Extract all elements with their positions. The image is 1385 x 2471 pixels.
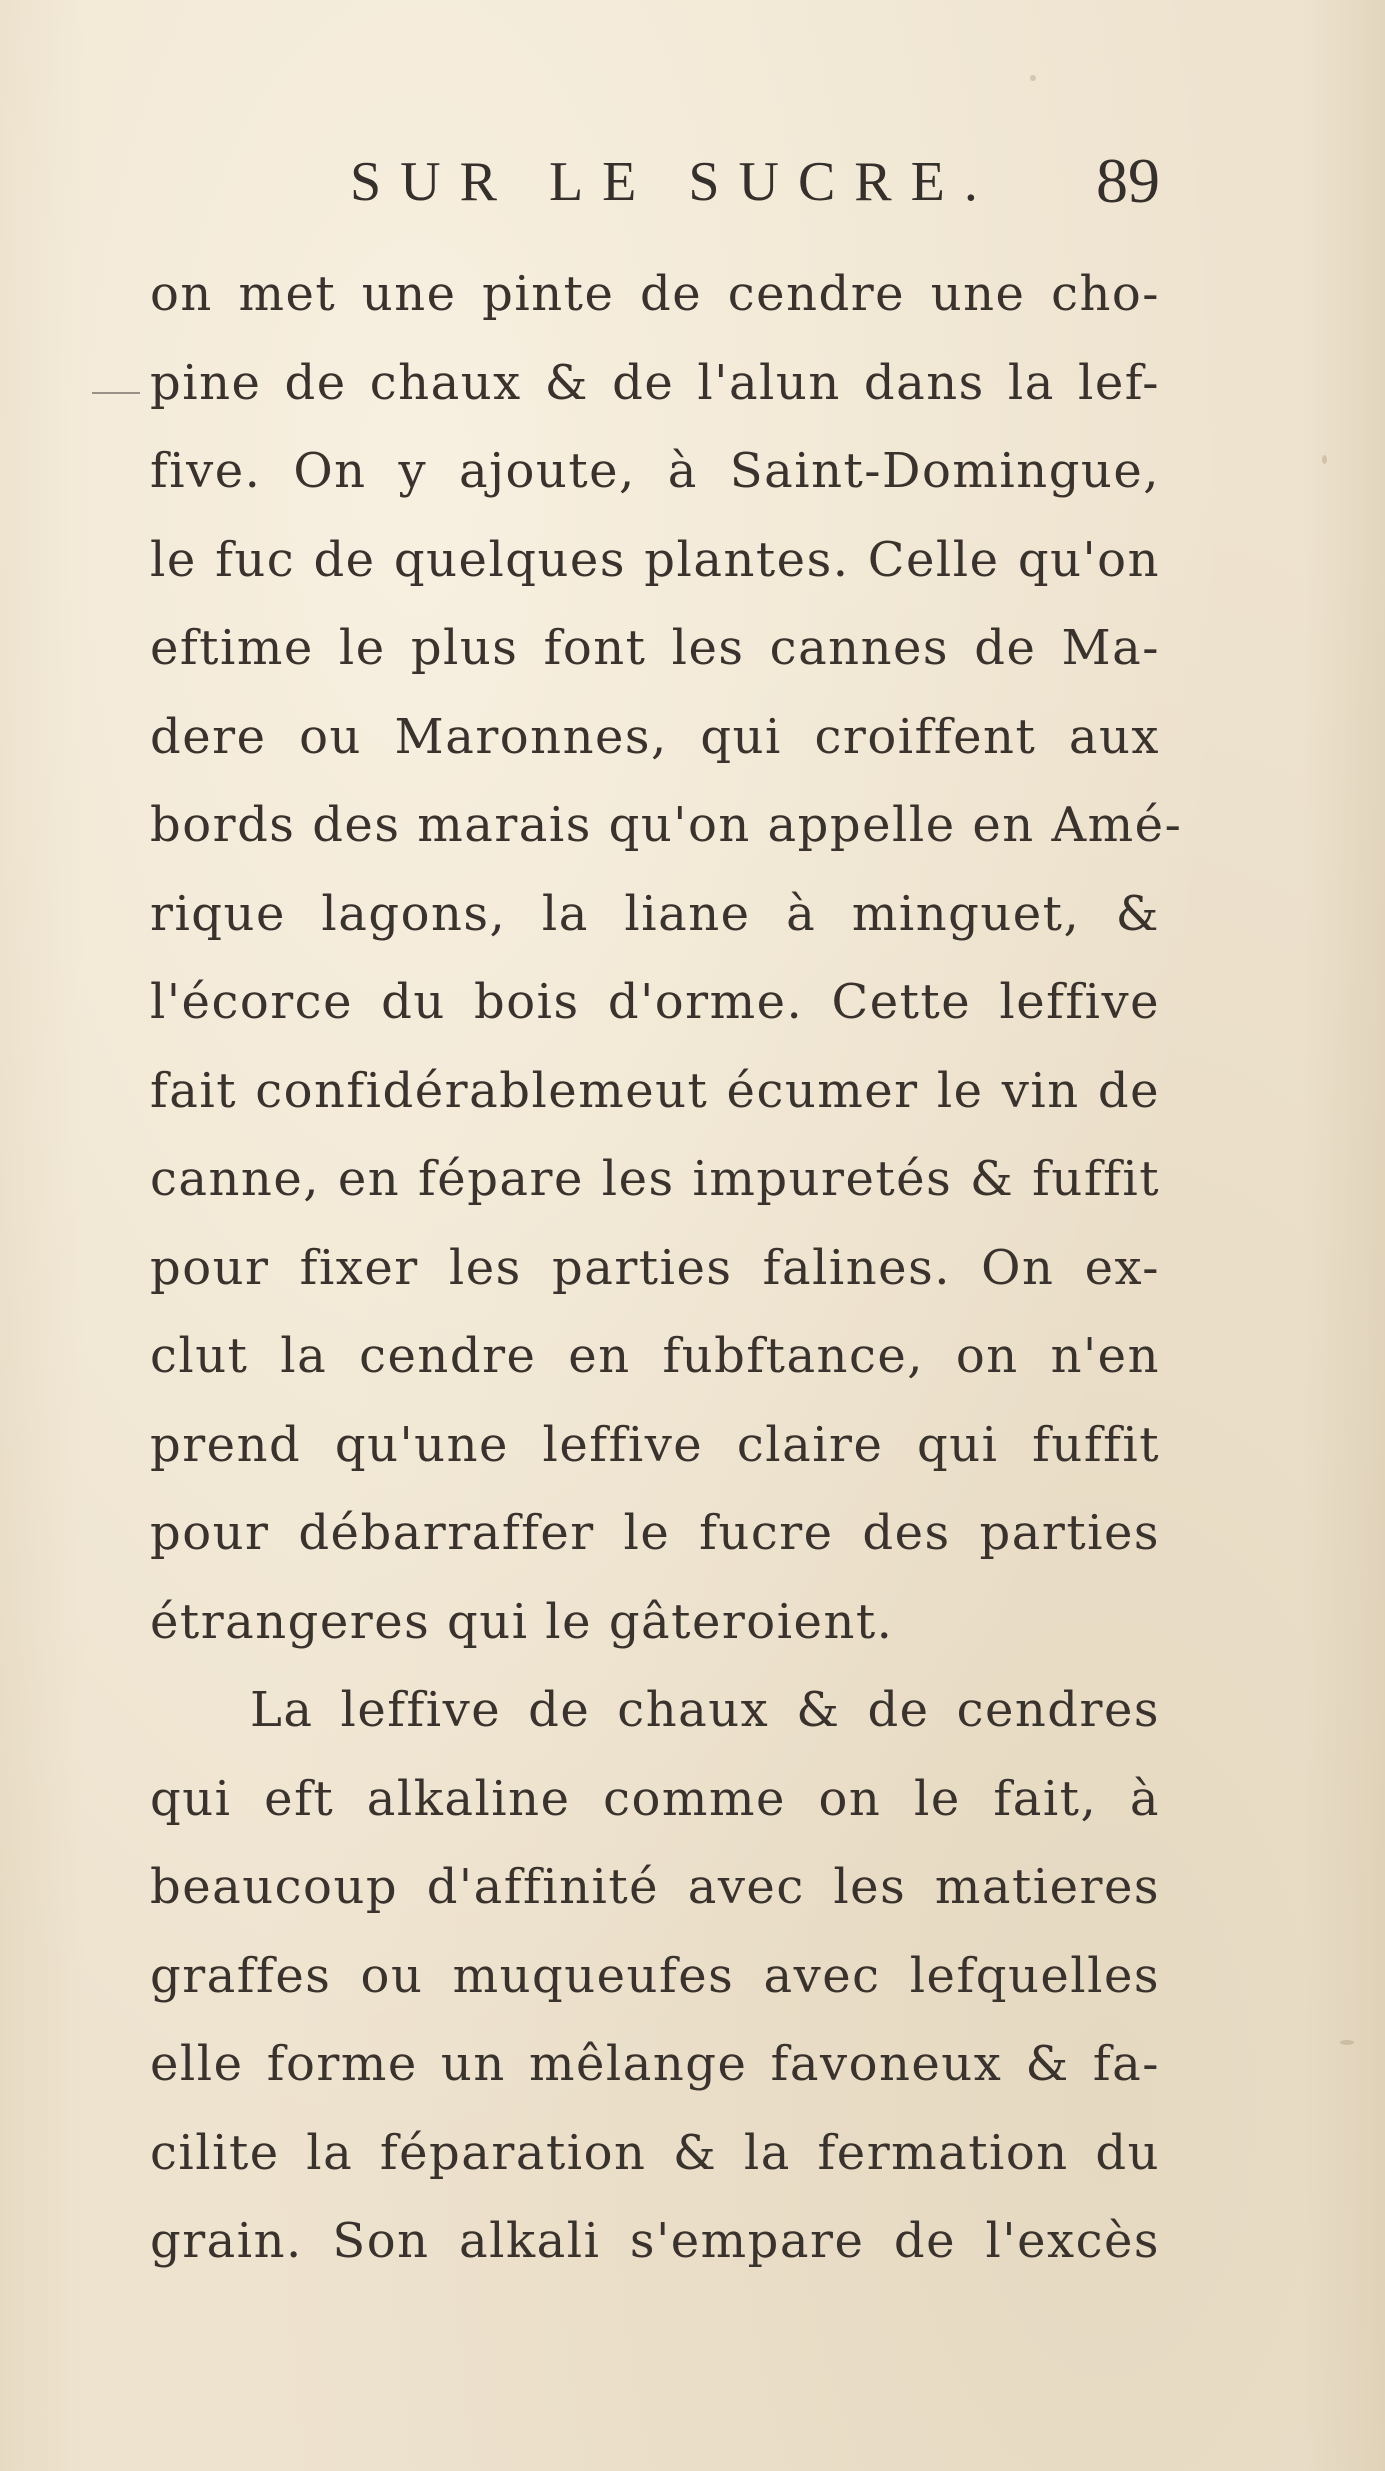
page-number: 89 bbox=[1096, 145, 1160, 216]
margin-mark bbox=[92, 392, 140, 394]
text-line: canne, en fépare les impuretés & fuffit bbox=[150, 1151, 1160, 1207]
text-line: eftime le plus font les cannes de Ma- bbox=[150, 620, 1160, 676]
paragraph-2 bbox=[150, 1666, 1160, 2286]
text-line: étrangeres qui le gâteroient. bbox=[150, 1593, 894, 1650]
text-line: l'écorce du bois d'orme. Cette leffive bbox=[150, 974, 1160, 1030]
text-line: bords des marais qu'on appelle en Amé- bbox=[150, 797, 1183, 853]
body-text bbox=[150, 250, 1183, 2286]
text-line: prend qu'une leffive claire qui fuffit bbox=[150, 1416, 1160, 1473]
text-line: on met une pinte de cendre une cho- bbox=[150, 266, 1160, 322]
text-line: fait confidérablemeut écumer le vin de bbox=[150, 1062, 1160, 1119]
text-line: beaucoup d'affinité avec les matieres bbox=[150, 1859, 1160, 1915]
text-line: grain. Son alkali s'empare de l'excès bbox=[150, 2213, 1160, 2269]
paper-spot bbox=[1322, 455, 1327, 464]
running-title: SUR LE SUCRE. bbox=[350, 151, 997, 213]
text-line: cilite la féparation & la fermation du bbox=[150, 2124, 1160, 2181]
text-line: le fuc de quelques plantes. Celle qu'on bbox=[150, 531, 1160, 588]
paragraph-1 bbox=[150, 250, 1183, 1666]
text-line: dere ou Maronnes, qui croiffent aux bbox=[150, 708, 1160, 765]
paper-spot bbox=[1030, 75, 1036, 81]
text-line: pour fixer les parties falines. On ex- bbox=[150, 1239, 1160, 1296]
text-line: pour débarraffer le fucre des parties bbox=[150, 1505, 1160, 1561]
text-line: rique lagons, la liane à minguet, & bbox=[150, 885, 1160, 942]
text-line: clut la cendre en fubftance, on n'en bbox=[150, 1328, 1160, 1384]
text-line: La leffive de chaux & de cendres bbox=[250, 1682, 1160, 1738]
paper-spot bbox=[1340, 2040, 1354, 2045]
text-line: elle forme un mêlange favoneux & fa- bbox=[150, 2036, 1160, 2092]
text-line: qui eft alkaline comme on le fait, à bbox=[150, 1770, 1160, 1827]
text-line: graffes ou muqueufes avec lefquelles bbox=[150, 1947, 1160, 2004]
text-line: pine de chaux & de l'alun dans la lef- bbox=[150, 354, 1160, 411]
text-line: five. On y ajoute, à Saint-Domingue, bbox=[150, 443, 1160, 499]
running-head bbox=[150, 145, 1160, 240]
